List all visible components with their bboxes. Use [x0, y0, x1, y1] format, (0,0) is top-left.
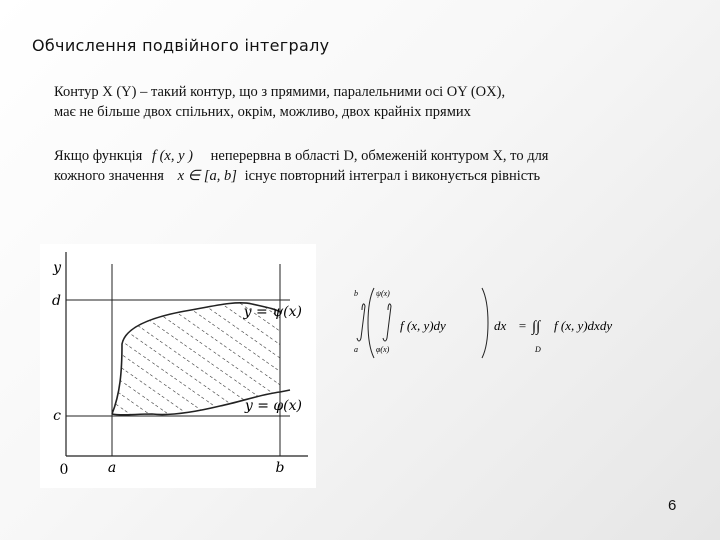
outer-integral-sign — [357, 304, 365, 341]
theorem-line-1 — [54, 146, 548, 166]
double-integral-sign: ∫∫ — [532, 319, 541, 335]
theorem-line-1-pre: Якщо функція — [54, 148, 143, 164]
contour-definition-line-1: Контур X (Y) – такий контур, що з прямими, паралельними осі OY (OX), — [54, 84, 506, 100]
tick-a: a — [107, 460, 117, 476]
theorem-line-1-post: неперервна в області D, обмеженій контуром X, то для — [210, 148, 549, 164]
contour-definition-line-2: має не більше двох спільних, окрім, можливо, двох крайніх прямих — [54, 104, 471, 120]
theorem-line-2-post: існує повторний інтеграл і виконується рівність — [244, 168, 541, 184]
dx-term: dx — [494, 318, 507, 333]
right-paren — [482, 288, 488, 358]
upper-curve-label: y = ψ(x) — [243, 304, 302, 320]
function-symbol: f (x, y ) — [151, 148, 193, 164]
formula-svg — [348, 284, 648, 362]
slide-title: Обчислення подвійного інтегралу — [32, 36, 330, 55]
equals-sign: = — [518, 318, 527, 333]
outer-upper-limit: b — [354, 289, 358, 298]
theorem-line-2-pre: кожного значення — [54, 168, 164, 184]
origin-label: 0 — [59, 462, 69, 478]
inner-integral-sign — [383, 304, 391, 341]
rhs-integrand: f (x, y)dxdy — [554, 318, 613, 333]
contour-definition — [54, 82, 505, 122]
inner-integrand: f (x, y)dy — [400, 318, 446, 333]
inner-upper-limit: ψ(x) — [376, 289, 390, 298]
theorem-statement — [54, 146, 548, 186]
inner-lower-limit: φ(x) — [376, 345, 390, 354]
lower-curve-label: y = φ(x) — [244, 398, 302, 414]
tick-d: d — [52, 293, 61, 309]
iterated-integral-formula — [348, 284, 648, 362]
region-figure — [40, 244, 316, 488]
x-interval: x ∈ [a, b] — [177, 168, 237, 184]
outer-lower-limit: a — [354, 345, 358, 354]
region-subscript: D — [535, 345, 541, 354]
y-axis-label: y — [53, 260, 61, 276]
theorem-line-2 — [54, 166, 548, 186]
tick-b: b — [275, 460, 285, 476]
region-diagram — [40, 244, 316, 488]
tick-c: c — [53, 408, 61, 424]
left-paren — [368, 288, 374, 358]
page-number: 6 — [668, 497, 677, 514]
